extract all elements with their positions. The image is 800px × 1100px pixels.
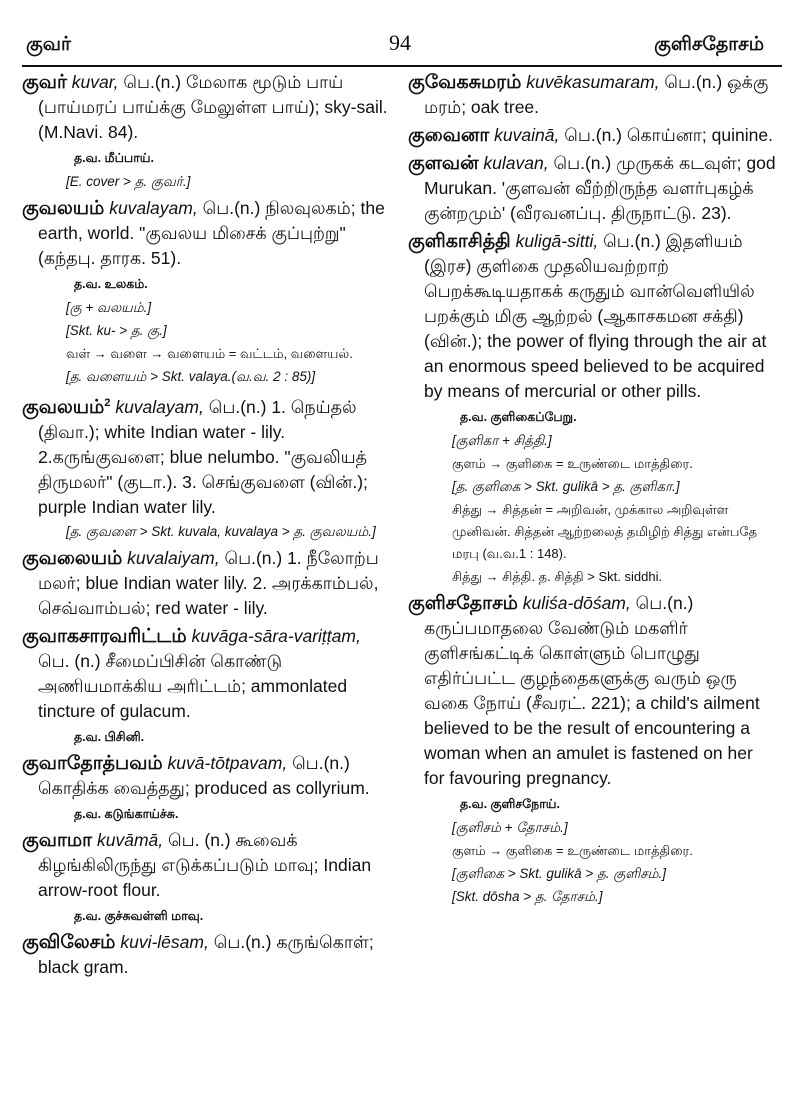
entry-headword: குவாதோத்பவம்	[22, 752, 163, 774]
entry-definition	[408, 151, 778, 226]
etymology-line: [த. குவளை > Skt. kuvala, kuvalaya > த. குவலயம்.]	[66, 523, 376, 539]
entry-definition	[22, 751, 390, 801]
running-head-left: குவர்	[26, 34, 71, 55]
entry-transliteration: kuvalayam,	[115, 396, 204, 417]
entry-transliteration: kuliśa-dōśam,	[522, 593, 631, 613]
entry-definition	[408, 229, 778, 404]
entry-headword: குவாமா	[22, 829, 93, 851]
derivation-note: சித்து → சித்தன் = அறிவன், முக்கால அறிவுள்ள முனிவன். சித்தன் ஆற்றலைத் தமிழிற் சித்து என்பதே மரபு (வ.வ.1 : 148).	[452, 502, 758, 561]
entry-transliteration: kuvāga-sāra-variṭṭam,	[191, 625, 361, 646]
etymology-line: [குளிகை > Skt. gulikā > த. குளிசம்.]	[452, 866, 667, 881]
etymology-line: [Skt. dōsha > த. தோசம்.]	[452, 889, 603, 904]
dictionary-entry	[22, 546, 390, 621]
etymology-line: [த. வளையம் > Skt. valaya.(வ.வ. 2 : 85)]	[66, 369, 316, 384]
running-head-right: குளிசதோசம்	[654, 34, 764, 55]
dictionary-entry	[22, 828, 390, 927]
tamil-coinage-note: த.வ. மீப்பாய்.	[74, 151, 154, 165]
entry-gloss: பெ.(n.) கொதிக்க வைத்தது; produced as collyrium.	[38, 752, 370, 798]
entry-transliteration: kuvalayam,	[109, 198, 198, 218]
entry-transliteration: kuvainā,	[494, 125, 560, 145]
entry-gloss: பெ. (n.) கூவைக் கிழங்கிலிருந்து எடுக்கப்படும் மாவு; Indian arrow-root flour.	[38, 829, 372, 900]
homograph-number: 2	[104, 397, 111, 409]
etymology-line: [குளிகா + சித்தி.]	[452, 433, 552, 448]
entry-headword: குவைனா	[408, 125, 490, 146]
entry-transliteration: kuvi-lēsam,	[120, 931, 209, 952]
right-column	[408, 70, 778, 911]
dictionary-entry	[22, 391, 390, 543]
entry-transliteration: kuvēkasumaram,	[526, 72, 660, 92]
entry-headword: குளிகாசித்தி	[408, 231, 511, 252]
entry-transliteration: kulavan,	[483, 153, 549, 173]
etymology-line: [குளிசம் + தோசம்.]	[452, 820, 568, 835]
etymology-line: [த. குளிகை > Skt. gulikā > த. குளிகா.]	[452, 479, 680, 494]
dictionary-entry	[408, 591, 778, 908]
entry-gloss: பெ.(n.) 1. நெய்தல் (திவா.); white Indian water - lily. 2.கருங்குவளை; blue nelumbo. "குவலியத் திருமலர்" (குடா.). 3. செங்குவளை (வின்.); purple Indian water lily.	[38, 396, 368, 517]
entry-definition	[22, 930, 390, 980]
entry-gloss: பெ.(n.) ஒக்கு மரம்; oak tree.	[424, 72, 769, 117]
entry-gloss: பெ. (n.) சீமைப்பிசின் கொண்டு அணியமாக்கிய அரிட்டம்; ammonlated tincture of gulacum.	[38, 650, 348, 721]
entry-headword: குவேகசுமரம்	[408, 72, 522, 93]
entry-definition	[408, 123, 778, 148]
entry-gloss: பெ.(n.) இதளியம் (இரச) குளிகை முதலியவற்றாற் பெறக்கூடியதாகக் கருதும் வான்வெளியில் பறக்கும் மிகு ஆற்றல் (ஆகாசகமன சக்தி) (வின்.); the power of flying through the air at an enormous speed believed to be acquired by means of mercurial or other pills.	[424, 231, 767, 401]
derivation-note: சித்து → சித்தி. த. சித்தி > Skt. siddhi.	[452, 569, 663, 584]
entry-headword: குவர்	[22, 72, 67, 93]
dictionary-entry	[22, 196, 390, 388]
entry-transliteration: kuvalaiyam,	[127, 547, 220, 568]
header-rule	[22, 65, 782, 67]
entry-definition	[22, 624, 390, 724]
entry-gloss: பெ.(n.) முருகக் கடவுள்; god Murukan. 'குளவன் வீற்றிருந்த வளர்புகழ்க் குன்றமும்' (வீரவனப்பு. திருநாட்டு. 23).	[424, 153, 776, 223]
entry-gloss: பெ.(n.) 1. நீலோற்ப மலர்; blue Indian water lily. 2. அரக்காம்பல், செவ்வாம்பல்; red water - lily.	[38, 547, 379, 618]
tamil-coinage-note: த.வ. கடுங்காய்ச்சு.	[74, 806, 179, 821]
entry-headword: குவலயம்	[22, 198, 105, 219]
etymology-line: [கு + வலயம்.]	[66, 300, 152, 315]
derivation-note: குளம் → குளிகை = உருண்டை மாத்திரை.	[452, 843, 693, 858]
entry-headword: குவலயம்	[22, 396, 105, 418]
dictionary-entry	[408, 151, 778, 226]
entry-definition	[408, 591, 778, 791]
tamil-coinage-note: த.வ. உலகம்.	[74, 277, 148, 291]
entry-transliteration: kuligā-sitti,	[515, 231, 599, 251]
entry-gloss: பெ.(n.) நிலவுலகம்; the earth, world. "குவலய மிசைக் குப்புற்று" (கந்தபு. தாரக. 51).	[38, 198, 385, 268]
entry-transliteration: kuvar,	[71, 72, 119, 92]
tamil-coinage-note: த.வ. குளிசநோய்.	[460, 797, 560, 811]
entry-headword: குவலையம்	[22, 547, 123, 569]
etymology-line: [E. cover > த. குவர்.]	[66, 174, 191, 189]
dictionary-entry	[408, 229, 778, 588]
entry-definition	[408, 70, 778, 120]
entry-transliteration: kuvāmā,	[96, 829, 164, 850]
left-column	[22, 70, 390, 983]
tamil-coinage-note: த.வ. குச்சுவள்ளி மாவு.	[74, 908, 204, 923]
derivation-note: குளம் → குளிகை = உருண்டை மாத்திரை.	[452, 456, 693, 471]
dictionary-entry	[22, 70, 390, 193]
dictionary-entry	[22, 751, 390, 825]
dictionary-entry	[408, 70, 778, 120]
entry-gloss: பெ.(n.) கருப்பமாதலை வேண்டும் மகளிர் குளிசங்கட்டிக் கொள்ளும் பொழுது எதிர்ப்பட்ட குழந்தைகளுக்கு வரும் ஒரு வகை நோய் (சீவரட். 221); a child's ailment believed to be the result of encountering a woman when an amulet is fastened on her for favouring pregnancy.	[424, 593, 760, 788]
entry-definition	[22, 196, 390, 271]
entry-headword: குவிலேசம்	[22, 931, 116, 953]
tamil-coinage-note: த.வ. பிசினி.	[74, 729, 145, 744]
dictionary-entry	[408, 123, 778, 148]
page-number: 94	[389, 30, 411, 55]
entry-definition	[22, 70, 390, 145]
dictionary-entry	[22, 930, 390, 980]
entry-gloss: பெ.(n.) மேலாக மூடும் பாய் (பாய்மரப் பாய்க்கு மேலுள்ள பாய்); sky-sail. (M.Navi. 84).	[38, 72, 388, 142]
tamil-coinage-note: த.வ. குளிகைப்பேறு.	[460, 410, 577, 424]
entry-gloss: பெ.(n.) கொய்னா; quinine.	[564, 125, 773, 145]
entry-definition	[22, 828, 390, 903]
entry-definition	[22, 391, 390, 520]
entry-headword: குளவன்	[408, 153, 479, 174]
dictionary-entry	[22, 624, 390, 748]
entry-definition	[22, 546, 390, 621]
entry-headword: குவாகசாரவரிட்டம்	[22, 625, 187, 647]
entry-headword: குளிசதோசம்	[408, 593, 518, 614]
etymology-line: [Skt. ku- > த. கு.]	[66, 323, 167, 338]
entry-gloss: பெ.(n.) கருங்கொள்; black gram.	[38, 931, 374, 977]
derivation-note: வள் → வளை → வளையம் = வட்டம், வளையல்.	[66, 346, 353, 361]
entry-transliteration: kuvā-tōtpavam,	[167, 752, 288, 773]
